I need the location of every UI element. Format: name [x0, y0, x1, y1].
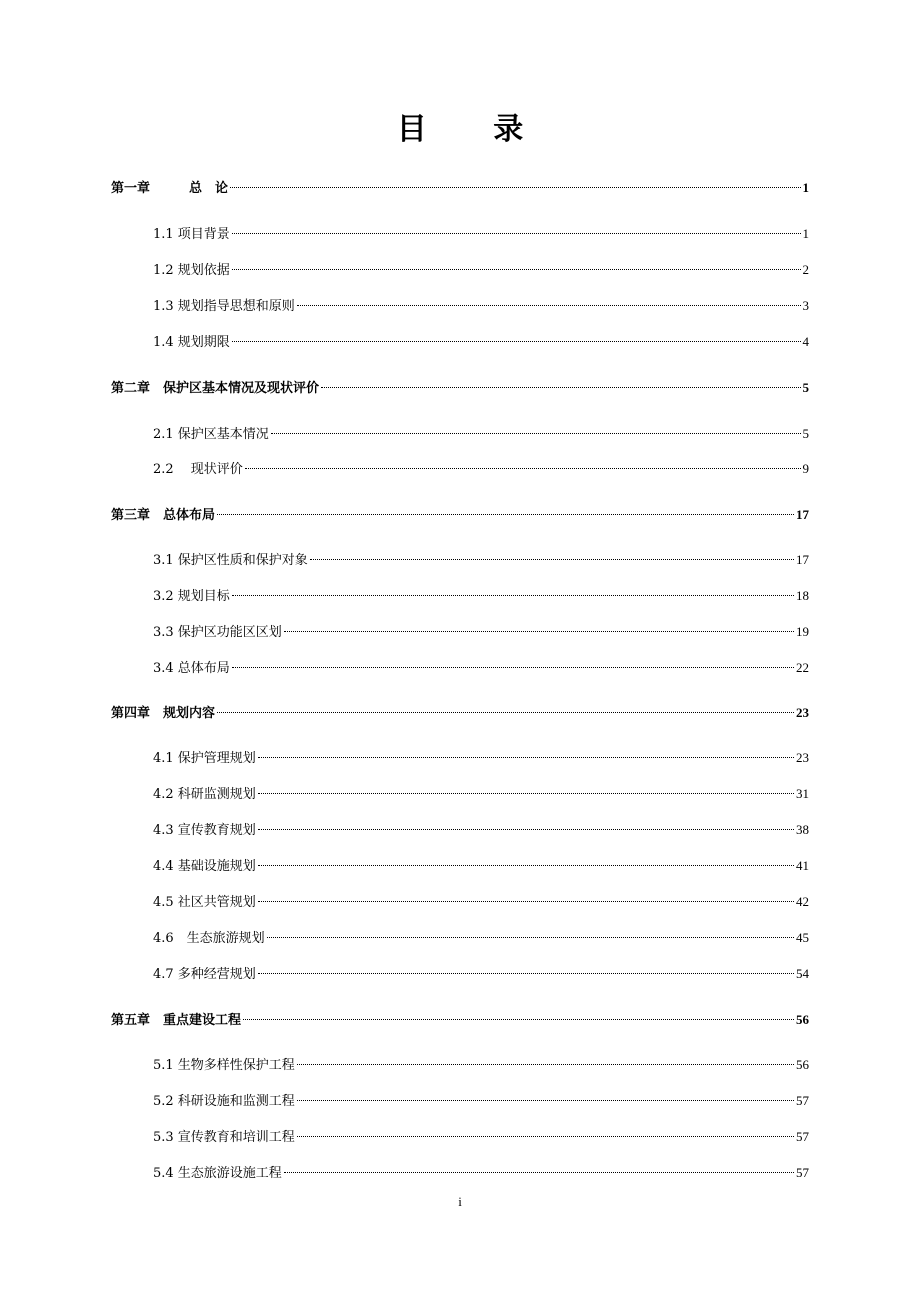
toc-entry-label: 2.2 现状评价	[153, 462, 243, 477]
toc-dot-leader	[284, 1172, 794, 1173]
toc-section-entry[interactable]	[153, 892, 809, 912]
toc-dot-leader	[230, 187, 800, 188]
toc-entry-label: 3.2 规划目标	[153, 589, 230, 604]
toc-page-number: 9	[802, 461, 809, 476]
toc-page-number: 54	[796, 966, 809, 981]
toc-section-entry[interactable]	[153, 550, 809, 570]
toc-page-number: 23	[796, 705, 809, 720]
toc-page-number: 31	[796, 786, 809, 801]
toc-dot-leader	[297, 305, 801, 306]
toc-dot-leader	[243, 1019, 794, 1020]
toc-entry-label: 5.1 生物多样性保护工程	[153, 1058, 295, 1073]
toc-section-entry[interactable]	[153, 1055, 809, 1075]
toc-dot-leader	[258, 973, 794, 974]
toc-dot-leader	[217, 514, 794, 515]
toc-dot-leader	[297, 1100, 794, 1101]
toc-section-entry[interactable]	[153, 1127, 809, 1147]
toc-dot-leader	[258, 829, 794, 830]
toc-page-number: 22	[796, 660, 809, 675]
toc-section-entry[interactable]	[153, 260, 809, 280]
toc-chapter-entry[interactable]	[111, 378, 809, 398]
toc-section-entry[interactable]	[153, 1091, 809, 1111]
footer-page-number: i	[458, 1194, 462, 1209]
toc-dot-leader	[284, 631, 794, 632]
toc-page-number: 57	[796, 1165, 809, 1180]
toc-page-number: 38	[796, 822, 809, 837]
toc-section-entry[interactable]	[153, 856, 809, 876]
toc-section-entry[interactable]	[153, 748, 809, 768]
toc-entry-label: 1.1 项目背景	[153, 227, 230, 242]
toc-page-number: 5	[802, 380, 809, 395]
toc-section-entry[interactable]	[153, 1163, 809, 1183]
toc-dot-leader	[258, 793, 794, 794]
toc-dot-leader	[267, 937, 794, 938]
toc-dot-leader	[321, 387, 800, 388]
toc-entry-label: 5.3 宣传教育和培训工程	[153, 1130, 295, 1145]
toc-section-entry[interactable]	[153, 296, 809, 316]
toc-entry-label: 3.3 保护区功能区区划	[153, 625, 282, 640]
toc-entry-label: 第一章 总 论	[111, 181, 229, 196]
toc-dot-leader	[271, 433, 801, 434]
toc-page-number: 3	[802, 298, 809, 313]
toc-entry-label: 5.4 生态旅游设施工程	[153, 1166, 282, 1181]
toc-section-entry[interactable]	[153, 658, 809, 678]
toc-page-number: 57	[796, 1129, 809, 1144]
page-title: 目 录	[396, 112, 552, 147]
toc-page-number: 17	[796, 507, 809, 522]
toc-entry-label: 5.2 科研设施和监测工程	[153, 1094, 295, 1109]
toc-dot-leader	[258, 757, 794, 758]
toc-entry-label: 4.2 科研监测规划	[153, 787, 256, 802]
toc-chapter-entry[interactable]	[111, 505, 809, 525]
toc-entry-label: 4.1 保护管理规划	[153, 751, 256, 766]
toc-section-entry[interactable]	[153, 459, 809, 479]
toc-dot-leader	[297, 1136, 794, 1137]
toc-entry-label: 4.6 生态旅游规划	[153, 931, 265, 946]
toc-entry-label: 4.5 社区共管规划	[153, 895, 256, 910]
toc-page-number: 56	[796, 1057, 809, 1072]
toc-page-number: 19	[796, 624, 809, 639]
toc-section-entry[interactable]	[153, 586, 809, 606]
toc-section-entry[interactable]	[153, 332, 809, 352]
toc-dot-leader	[310, 559, 794, 560]
toc-page-number: 57	[796, 1093, 809, 1108]
toc-chapter-entry[interactable]	[111, 1010, 809, 1030]
toc-page-number: 5	[802, 426, 809, 441]
toc-section-entry[interactable]	[153, 964, 809, 984]
toc-entry-label: 3.1 保护区性质和保护对象	[153, 553, 308, 568]
toc-page-number: 1	[802, 226, 809, 241]
toc-page-number: 18	[796, 588, 809, 603]
toc-page-number: 23	[796, 750, 809, 765]
toc-entry-label: 第三章 总体布局	[111, 508, 216, 523]
toc-section-entry[interactable]	[153, 224, 809, 244]
toc-dot-leader	[258, 901, 794, 902]
toc-dot-leader	[258, 865, 794, 866]
toc-page-number: 42	[796, 894, 809, 909]
toc-page-number: 45	[796, 930, 809, 945]
toc-section-entry[interactable]	[153, 622, 809, 642]
toc-entry-label: 3.4 总体布局	[153, 661, 230, 676]
toc-page-number: 41	[796, 858, 809, 873]
toc-dot-leader	[232, 269, 801, 270]
toc-dot-leader	[232, 341, 801, 342]
toc-entry-label: 4.3 宣传教育规划	[153, 823, 256, 838]
toc-entry-label: 第五章 重点建设工程	[111, 1013, 242, 1028]
toc-page-number: 4	[802, 334, 809, 349]
toc-dot-leader	[232, 667, 794, 668]
toc-section-entry[interactable]	[153, 784, 809, 804]
toc-entry-label: 1.2 规划依据	[153, 263, 230, 278]
toc-section-entry[interactable]	[153, 424, 809, 444]
toc-dot-leader	[297, 1064, 794, 1065]
toc-section-entry[interactable]	[153, 928, 809, 948]
toc-page-number: 17	[796, 552, 809, 567]
toc-dot-leader	[232, 595, 794, 596]
toc-entry-label: 2.1 保护区基本情况	[153, 427, 269, 442]
toc-page-number: 56	[796, 1012, 809, 1027]
toc-dot-leader	[245, 468, 801, 469]
toc-section-entry[interactable]	[153, 820, 809, 840]
toc-entry-label: 4.4 基础设施规划	[153, 859, 256, 874]
toc-entry-label: 1.4 规划期限	[153, 335, 230, 350]
toc-page-number: 2	[802, 262, 809, 277]
toc-page-number: 1	[802, 180, 809, 195]
toc-entry-label: 4.7 多种经营规划	[153, 967, 256, 982]
toc-entry-label: 1.3 规划指导思想和原则	[153, 299, 295, 314]
toc-entry-label: 第四章 规划内容	[111, 706, 216, 721]
toc-dot-leader	[232, 233, 801, 234]
toc-chapter-entry[interactable]	[111, 178, 809, 198]
toc-entry-label: 第二章 保护区基本情况及现状评价	[111, 381, 320, 396]
toc-dot-leader	[217, 712, 794, 713]
toc-chapter-entry[interactable]	[111, 703, 809, 723]
